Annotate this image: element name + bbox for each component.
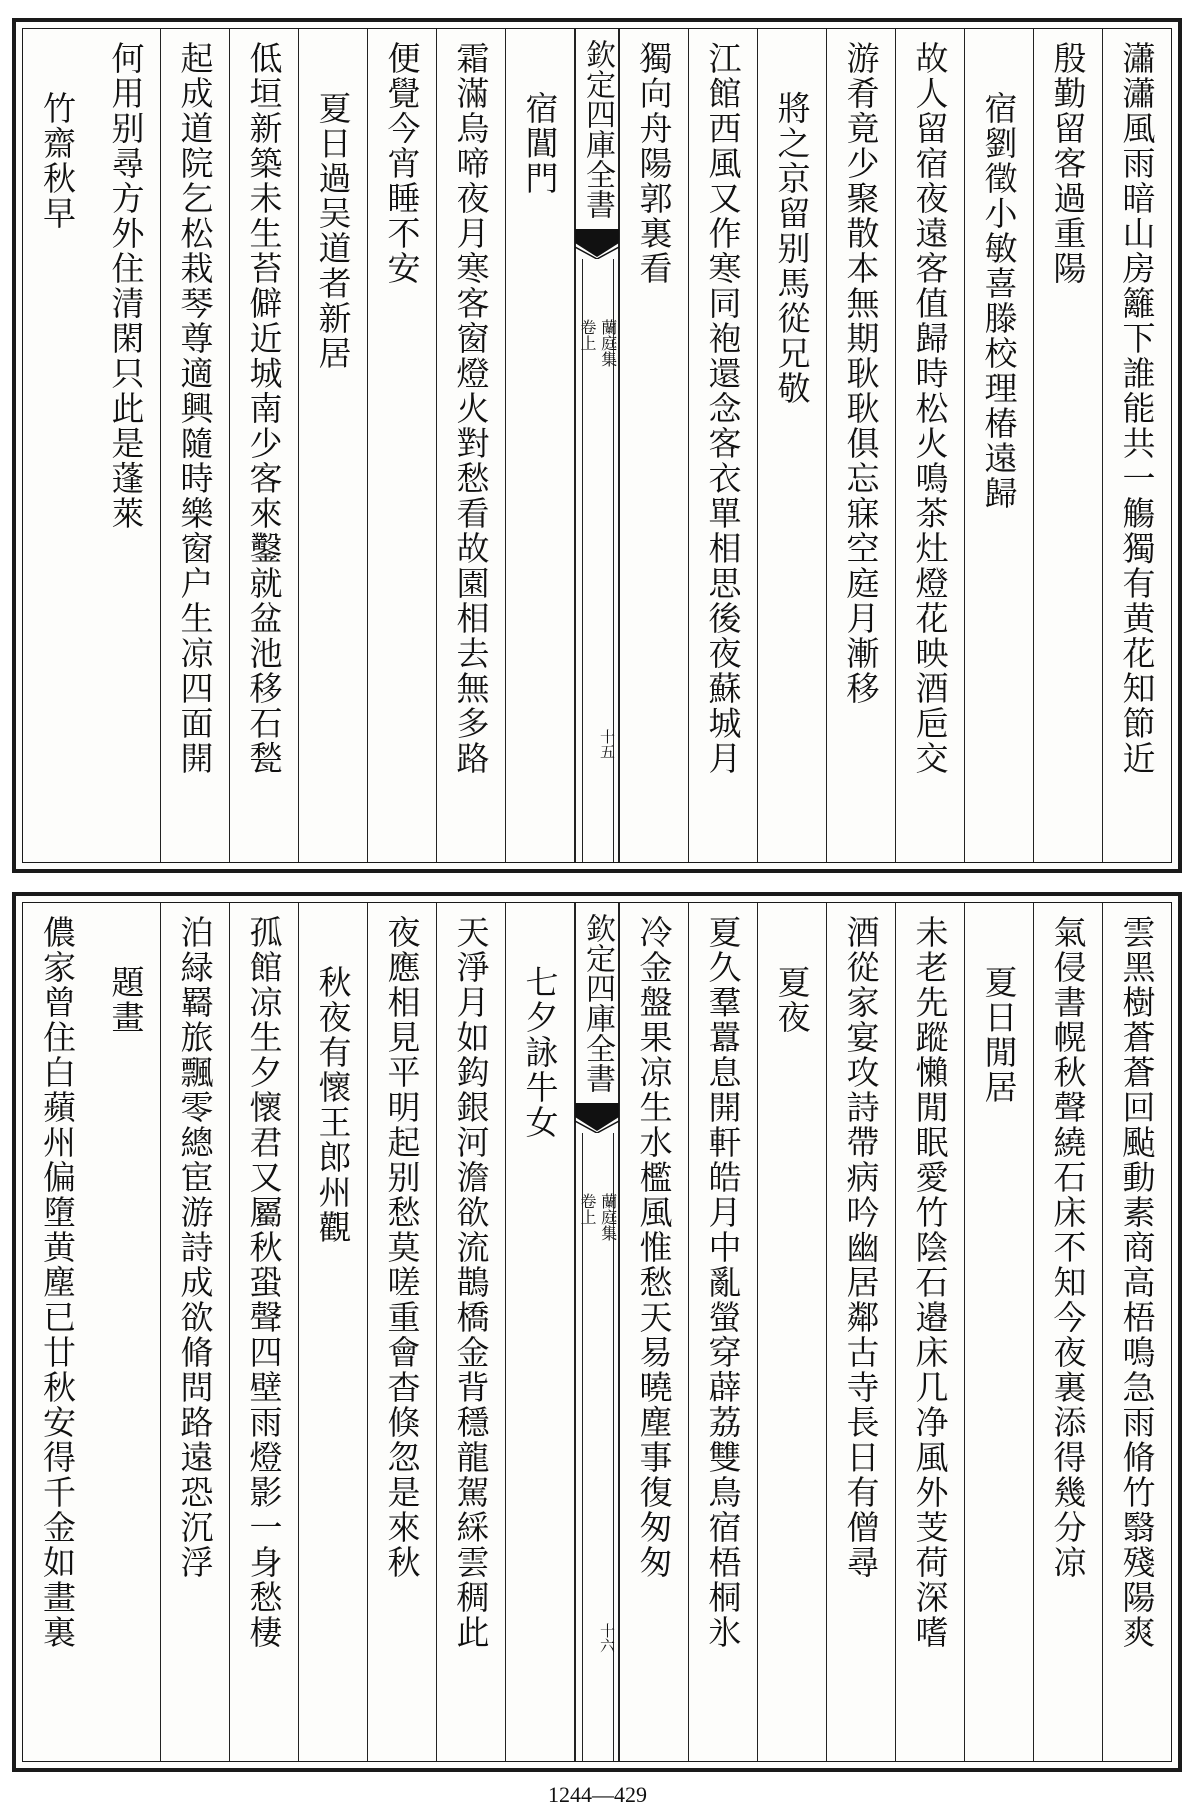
bottom-page-center-fold xyxy=(575,903,619,1761)
column-text: 雲黑樹蒼蒼回颭動素商高梧鳴急雨脩竹翳殘陽爽 xyxy=(1117,915,1157,1650)
column-text: 瀟瀟風雨暗山房籬下誰能共一觴獨有黄花知節近 xyxy=(1117,41,1157,776)
collection-title: 欽定四庫全書 xyxy=(580,39,615,219)
column-text: 七夕詠牛女 xyxy=(520,965,560,1140)
top-page xyxy=(12,18,1182,873)
top-page-frame xyxy=(22,28,1172,863)
column-text: 夏夜 xyxy=(772,965,812,1035)
bottom-page-left-column-2 xyxy=(437,903,506,1761)
top-page-right-column-6 xyxy=(757,29,826,862)
bottom-page-left-column-8 xyxy=(23,903,92,1761)
leaf-page-number: 十五 xyxy=(598,729,616,759)
center-rules xyxy=(576,1133,618,1761)
top-page-left-column-8 xyxy=(23,29,92,862)
column-text: 夏久羣囂息開軒皓月中亂螢穿薜荔雙鳥宿梧桐氷 xyxy=(703,915,743,1650)
bottom-page-right-column-5 xyxy=(826,903,895,1761)
column-text: 故人留宿夜遠客值歸時松火鳴茶灶燈花映酒巵交 xyxy=(910,41,950,776)
column-text: 起成道院乞松栽琴尊適興隨時樂窗户生凉四面開 xyxy=(175,41,215,776)
bottom-page-left-column-3 xyxy=(368,903,437,1761)
center-rules xyxy=(576,259,618,862)
column-text: 江館西風又作寒同袍還念客衣單相思後夜蘇城月 xyxy=(703,41,743,776)
column-text: 夜應相見平明起别愁莫嗟重會杳倏忽是來秋 xyxy=(382,915,422,1580)
top-page-left-column-6 xyxy=(161,29,230,862)
book-info xyxy=(576,1193,618,1241)
top-page-right-column-3 xyxy=(964,29,1033,862)
fish-tail-mark-icon xyxy=(575,229,619,259)
column-text: 霜滿烏啼夜月寒客窗燈火對愁看故園相去無多路 xyxy=(451,41,491,776)
leaf-page-number: 十六 xyxy=(598,1623,616,1653)
fish-tail-mark-icon xyxy=(575,1103,619,1133)
column-text: 氣侵書幌秋聲繞石床不知今夜裏添得幾分凉 xyxy=(1048,915,1088,1580)
column-text: 題畫 xyxy=(106,965,146,1035)
top-page-left-column-1 xyxy=(506,29,575,862)
top-page-center-fold xyxy=(575,29,619,862)
bottom-page-left-column-7 xyxy=(92,903,161,1761)
bottom-page-frame xyxy=(22,902,1172,1762)
column-text: 獨向舟陽郭裏看 xyxy=(634,41,674,286)
bottom-page-right-column-6 xyxy=(757,903,826,1761)
column-text: 何用别尋方外住清閑只此是蓬萊 xyxy=(106,41,146,531)
top-page-right-column-1 xyxy=(1102,29,1171,862)
column-text: 將之京留别馬從兄敬 xyxy=(772,91,812,406)
top-page-left-column-4 xyxy=(299,29,368,862)
column-text: 宿閶門 xyxy=(520,91,560,196)
top-page-left-column-5 xyxy=(230,29,299,862)
volume-label: 卷上 xyxy=(578,1193,597,1225)
column-text: 低垣新築未生苔僻近城南少客來鑿就盆池移石甃 xyxy=(244,41,284,776)
collection-title: 欽定四庫全書 xyxy=(580,913,615,1093)
bottom-page-left-column-1 xyxy=(506,903,575,1761)
bottom-page-left-column-4 xyxy=(299,903,368,1761)
column-text: 宿劉徵小敏喜滕校理椿遠歸 xyxy=(979,91,1019,511)
bottom-page-right-column-7 xyxy=(688,903,757,1761)
bottom-page-left-column-6 xyxy=(161,903,230,1761)
column-text: 夏日閒居 xyxy=(979,965,1019,1105)
column-text: 便覺今宵睡不安 xyxy=(382,41,422,286)
top-page-right-column-8 xyxy=(619,29,688,862)
top-page-left-column-3 xyxy=(368,29,437,862)
column-text: 游肴竟少聚散本無期耿耿俱忘寐空庭月漸移 xyxy=(841,41,881,706)
page-footer-number: 1244—429 xyxy=(548,1782,647,1807)
bottom-page-right-column-2 xyxy=(1033,903,1102,1761)
bottom-page-right-column-1 xyxy=(1102,903,1171,1761)
column-text: 泊緑羇旅飄零總宦游詩成欲脩問路遠恐沉浮 xyxy=(175,915,215,1580)
bottom-page-right-column-4 xyxy=(895,903,964,1761)
book-title: 蘭庭集 xyxy=(598,319,618,367)
top-page-right-column-2 xyxy=(1033,29,1102,862)
book-title: 蘭庭集 xyxy=(598,1193,618,1241)
bottom-page-right-column-8 xyxy=(619,903,688,1761)
column-text: 儂家曾住白蘋州偏墮黄塵已廿秋安得千金如畫裏 xyxy=(38,915,77,1650)
top-page-right-column-4 xyxy=(895,29,964,862)
top-page-left-column-7 xyxy=(92,29,161,862)
column-text: 冷金盤果凉生水檻風惟愁天易曉塵事復匆匆 xyxy=(634,915,674,1580)
column-text: 天淨月如鈎銀河澹欲流鵲橋金背穩龍駕綵雲稠此 xyxy=(451,915,491,1650)
book-info xyxy=(576,319,618,367)
bottom-page-left-column-5 xyxy=(230,903,299,1761)
column-text: 殷勤留客過重陽 xyxy=(1048,41,1088,286)
column-text: 竹齋秋早 xyxy=(38,91,77,231)
column-text: 秋夜有懷王郎州觀 xyxy=(313,965,353,1245)
column-text: 孤館凉生夕懷君又屬秋蛩聲四壁雨燈影一身愁棲 xyxy=(244,915,284,1650)
column-text: 夏日過吴道者新居 xyxy=(313,91,353,371)
top-page-right-column-5 xyxy=(826,29,895,862)
bottom-page-right-column-3 xyxy=(964,903,1033,1761)
volume-label: 卷上 xyxy=(578,319,597,351)
column-text: 未老先蹤懶閒眠愛竹陰石邉床几净風外芰荷深嗜 xyxy=(910,915,950,1650)
top-page-right-column-7 xyxy=(688,29,757,862)
column-text: 酒從家宴攻詩帶病吟幽居鄰古寺長日有僧尋 xyxy=(841,915,881,1580)
bottom-page xyxy=(12,892,1182,1772)
top-page-left-column-2 xyxy=(437,29,506,862)
